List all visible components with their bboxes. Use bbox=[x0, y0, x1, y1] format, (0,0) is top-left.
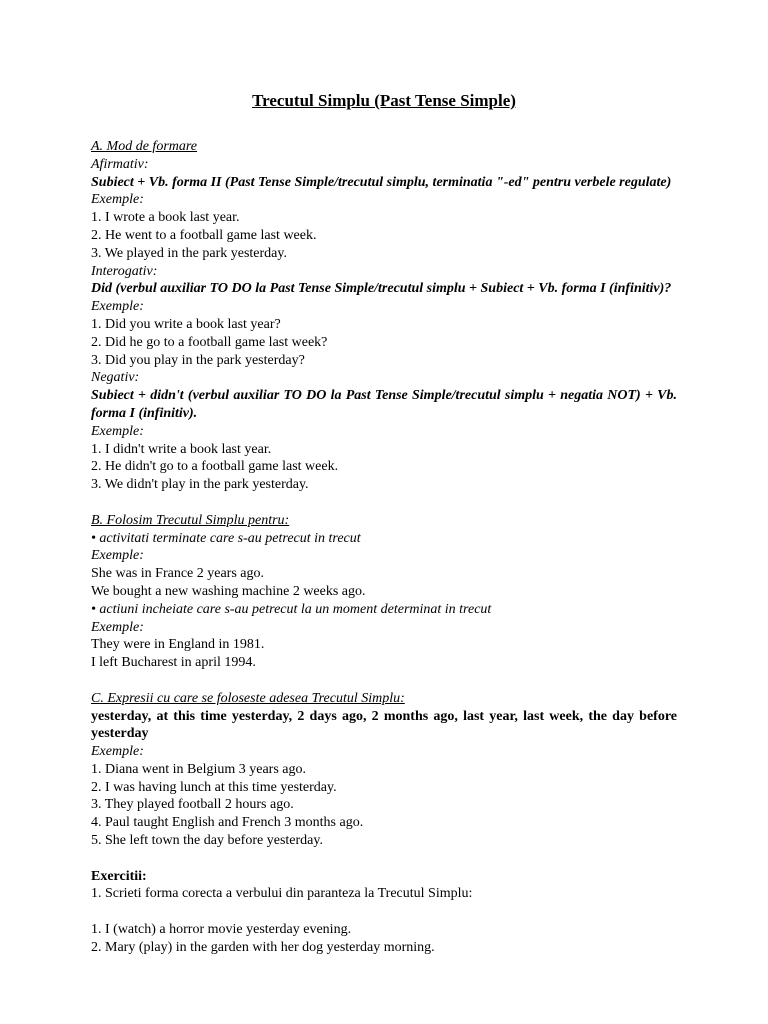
example-line: 2. He went to a football game last week. bbox=[91, 227, 317, 243]
example-line: 1. Did you write a book last year? bbox=[91, 316, 281, 332]
example-line: They were in England in 1981. bbox=[91, 637, 265, 653]
affirmative-examples-label: Exemple: bbox=[91, 192, 144, 208]
example-line: 3. We didn't play in the park yesterday. bbox=[91, 477, 309, 493]
example-line: 2. I was having lunch at this time yesterday. bbox=[91, 779, 337, 795]
negative-rule: Subiect + didn't (verbul auxiliar TO DO la Past Tense Simple/trecutul simplu + negatia NOT) + Vb. forma I (infinitiv). bbox=[91, 388, 677, 421]
interrogative-label: Interogativ: bbox=[91, 263, 158, 279]
example-line: 2. He didn't go to a football game last week. bbox=[91, 459, 339, 475]
example-line: 5. She left town the day before yesterday. bbox=[91, 833, 323, 849]
spacer bbox=[91, 850, 677, 868]
spacer bbox=[91, 672, 677, 690]
use-bullet-1: • activitati terminate care s-au petrecut in trecut bbox=[91, 530, 361, 546]
page-title: Trecutul Simplu (Past Tense Simple) bbox=[252, 91, 516, 110]
negative-examples-label: Exemple: bbox=[91, 423, 144, 439]
example-line: 1. I wrote a book last year. bbox=[91, 210, 240, 226]
expressions-list: yesterday, at this time yesterday, 2 days ago, 2 months ago, last year, last week, the day before yesterday bbox=[91, 708, 677, 742]
example-line: She was in France 2 years ago. bbox=[91, 566, 265, 582]
example-line: 3. They played football 2 hours ago. bbox=[91, 797, 294, 813]
use-bullet-2: • actiuni incheiate care s-au petrecut la un moment determinat in trecut bbox=[91, 601, 492, 617]
document-page bbox=[91, 90, 677, 957]
affirmative-rule: Subiect + Vb. forma II (Past Tense Simple/trecutul simplu, terminatia "-ed" pentru verbele regulate) bbox=[91, 174, 672, 190]
exercises-heading: Exercitii: bbox=[91, 868, 147, 884]
spacer bbox=[91, 903, 677, 921]
exercise-item: 1. I (watch) a horror movie yesterday evening. bbox=[91, 922, 352, 938]
example-line: 1. Diana went in Belgium 3 years ago. bbox=[91, 761, 307, 777]
section-b-heading: B. Folosim Trecutul Simplu pentru: bbox=[91, 512, 290, 528]
example-line: I left Bucharest in april 1994. bbox=[91, 655, 256, 671]
section-a-heading: A. Mod de formare bbox=[91, 139, 198, 154]
section-c-examples-label: Exemple: bbox=[91, 744, 144, 760]
use2-examples-label: Exemple: bbox=[91, 619, 144, 635]
negative-label: Negativ: bbox=[91, 370, 140, 386]
interrogative-examples-label: Exemple: bbox=[91, 299, 144, 315]
affirmative-label: Afirmativ: bbox=[91, 156, 149, 172]
spacer bbox=[91, 494, 677, 512]
example-line: 3. We played in the park yesterday. bbox=[91, 245, 287, 261]
section-c-heading: C. Expresii cu care se foloseste adesea Trecutul Simplu: bbox=[91, 690, 405, 706]
example-line: 3. Did you play in the park yesterday? bbox=[91, 352, 305, 368]
use1-examples-label: Exemple: bbox=[91, 548, 144, 564]
example-line: 1. I didn't write a book last year. bbox=[91, 441, 272, 457]
exercise-item: 2. Mary (play) in the garden with her dog yesterday morning. bbox=[91, 939, 435, 955]
exercise-instruction: 1. Scrieti forma corecta a verbului din paranteza la Trecutul Simplu: bbox=[91, 886, 473, 902]
interrogative-rule: Did (verbul auxiliar TO DO la Past Tense Simple/trecutul simplu + Subiect + Vb. forma I (infinitiv)? bbox=[91, 281, 672, 297]
example-line: 2. Did he go to a football game last week? bbox=[91, 334, 328, 350]
example-line: We bought a new washing machine 2 weeks ago. bbox=[91, 583, 366, 599]
example-line: 4. Paul taught English and French 3 months ago. bbox=[91, 815, 364, 831]
